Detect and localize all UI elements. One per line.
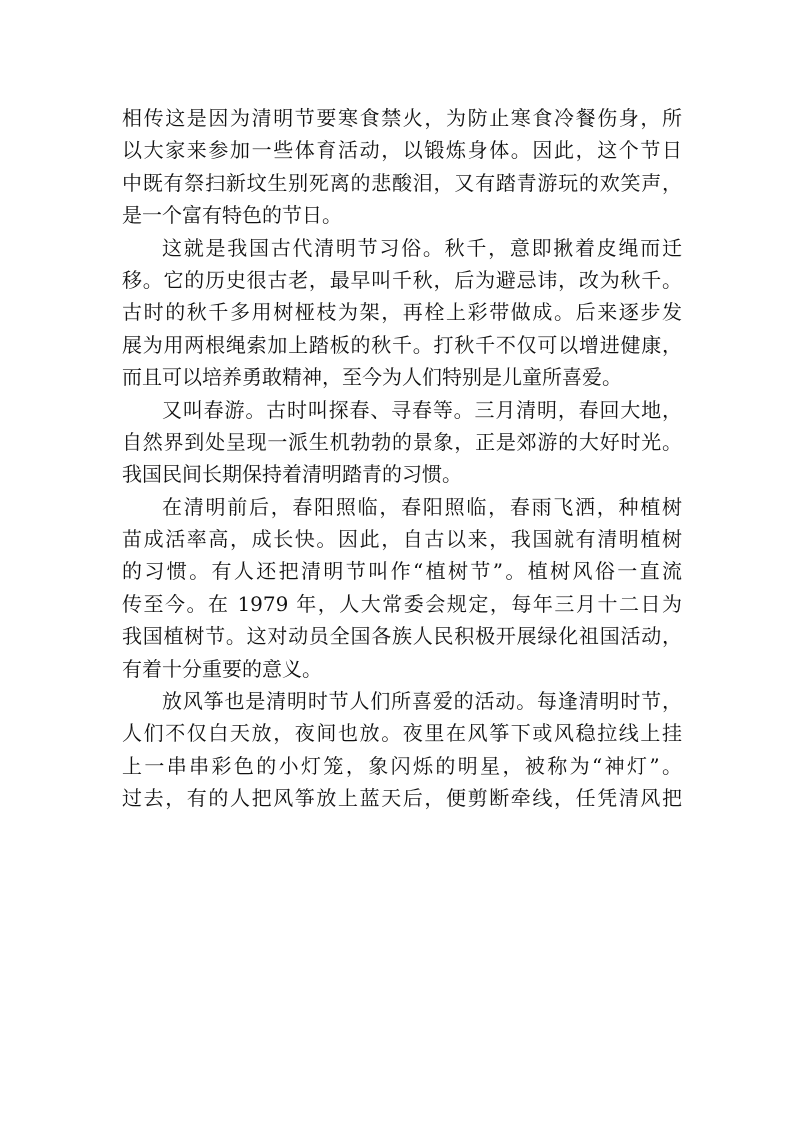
text-line: 是一个富有特色的节日。 bbox=[122, 203, 342, 228]
text-line: 自然界到处呈现一派生机勃勃的景象，正是郊游的大好时光。 bbox=[122, 429, 682, 454]
text-line: 过去，有的人把风筝放上蓝天后，便剪断牵线，任凭清风把 bbox=[122, 786, 682, 811]
document-page bbox=[122, 102, 682, 815]
text-line: 而且可以培养勇敢精神，至今为人们特别是儿童所喜爱。 bbox=[122, 365, 622, 390]
text-line: 又叫春游。古时叫探春、寻春等。三月清明，春回大地， bbox=[162, 397, 682, 422]
text-line: 苗成活率高，成长快。因此，自古以来，我国就有清明植树 bbox=[122, 527, 682, 552]
text-line: 相传这是因为清明节要寒食禁火，为防止寒食冷餐伤身，所 bbox=[122, 106, 682, 130]
text-line: 这就是我国古代清明节习俗。秋千，意即揪着皮绳而迁 bbox=[162, 235, 682, 260]
text-line: 中既有祭扫新坟生别死离的悲酸泪，又有踏青游玩的欢笑声， bbox=[122, 170, 682, 195]
text-line: 传至今。在 1979 年，人大常委会规定，每年三月十二日为 bbox=[122, 591, 682, 616]
text-line: 人们不仅白天放，夜间也放。夜里在风筝下或风稳拉线上挂 bbox=[122, 721, 682, 746]
text-line: 古时的秋千多用树桠枝为架，再栓上彩带做成。后来逐步发 bbox=[122, 300, 682, 325]
text-line: 的习惯。有人还把清明节叫作“植树节”。植树风俗一直流 bbox=[122, 559, 682, 584]
text-line: 有着十分重要的意义。 bbox=[122, 656, 322, 681]
text-line: 我国植树节。这对动员全国各族人民积极开展绿化祖国活动， bbox=[122, 624, 682, 649]
text-line: 展为用两根绳索加上踏板的秋千。打秋千不仅可以增进健康， bbox=[122, 332, 682, 357]
text-line: 放风筝也是清明时节人们所喜爱的活动。每逢清明时节， bbox=[162, 689, 682, 714]
text-line: 上一串串彩色的小灯笼，象闪烁的明星，被称为“神灯”。 bbox=[122, 753, 682, 778]
text-line: 我国民间长期保持着清明踏青的习惯。 bbox=[122, 462, 462, 487]
text-line: 在清明前后，春阳照临，春阳照临，春雨飞洒，种植树 bbox=[162, 494, 682, 519]
text-line: 以大家来参加一些体育活动，以锻炼身体。因此，这个节日 bbox=[122, 138, 682, 163]
text-line: 移。它的历史很古老，最早叫千秋，后为避忌讳，改为秋千。 bbox=[122, 267, 682, 292]
